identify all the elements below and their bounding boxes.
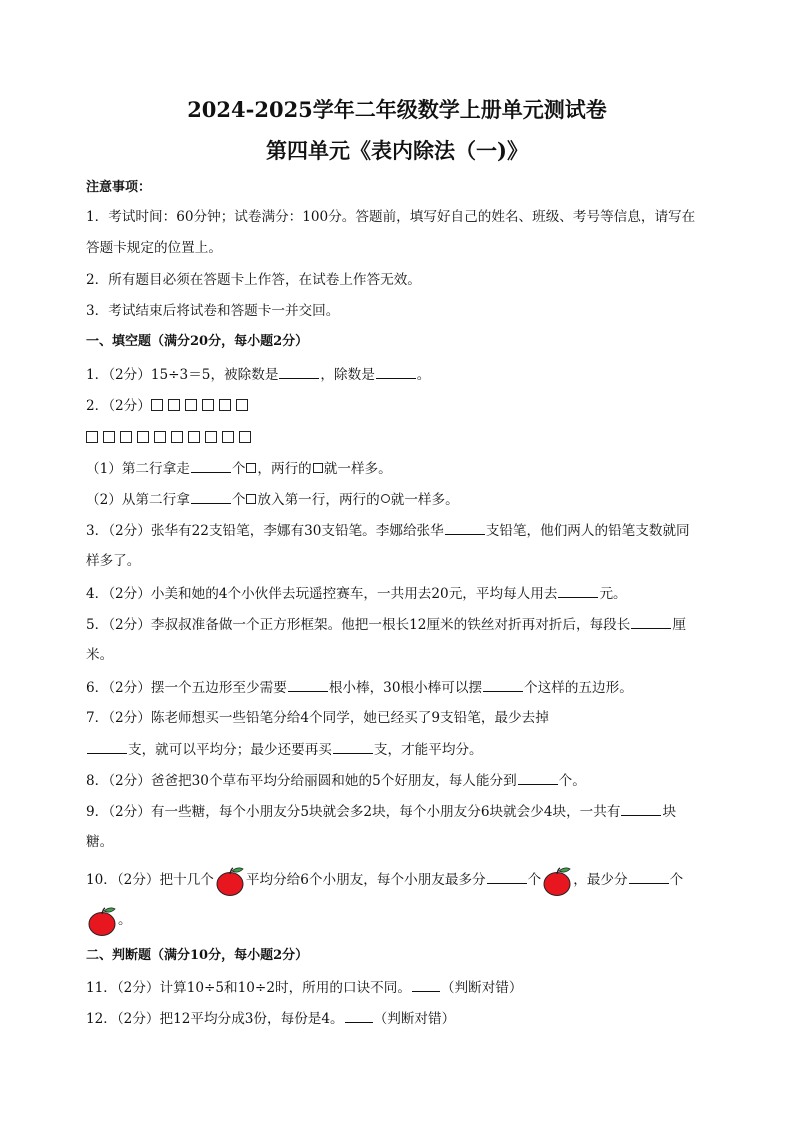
note-3: 3．考试结束后将试卷和答题卡一并交回。: [86, 303, 340, 319]
q10-text-4: ，最少分: [573, 872, 628, 888]
q1-text-2: ，除数是: [320, 367, 375, 383]
question-9: [86, 801, 710, 822]
notes-heading: 注意事项：: [86, 180, 152, 195]
square-icon: [246, 463, 256, 473]
note-1-cont: 答题卡规定的位置上。: [86, 240, 222, 256]
q10-text-5: 个: [669, 872, 684, 888]
question-7: 7．（2分）陈老师想买一些铅笔分给4个同学，她已经买了9支铅笔，最少去掉: [86, 710, 549, 726]
q3-text-2: 支铅笔，他们两人的铅笔支数就同: [485, 523, 690, 539]
square-row-2: [86, 430, 256, 446]
q12-text: 12．（2分）把12平均分成3份，每份是4。: [86, 1011, 344, 1027]
square-icon: [219, 399, 231, 411]
answer-blank[interactable]: [558, 583, 598, 598]
square-icon: [205, 431, 217, 443]
q7-text-3: 支，才能平均分。: [373, 742, 483, 758]
answer-blank[interactable]: [631, 614, 671, 629]
q4-text-2: 元。: [599, 586, 627, 602]
answer-blank[interactable]: [288, 677, 328, 692]
q4-text: 4．（2分）小美和她的4个小伙伴去玩遥控赛车，一共用去20元，平均每人用去: [86, 586, 558, 602]
answer-blank[interactable]: [345, 1008, 373, 1023]
q2-2-text-4: 就一样多。: [390, 492, 459, 508]
q9-text-2: 块: [662, 804, 677, 820]
q5-text: 5．（2分）李叔叔准备做一个正方形框架。他把一根长12厘米的铁丝对折再对折后，每段长: [86, 617, 631, 633]
answer-blank[interactable]: [412, 977, 440, 992]
question-2-1: [86, 458, 710, 479]
q3-text: 3．（2分）张华有22支铅笔，李娜有30支铅笔。李娜给张华: [86, 523, 444, 539]
q10-text-6: 。: [118, 912, 132, 928]
square-icon: [202, 399, 214, 411]
question-6: [86, 677, 710, 698]
question-7-cont: [86, 739, 710, 760]
q6-text-2: 根小棒，30根小棒可以摆: [328, 680, 483, 696]
q10-text: 10．（2分）把十几个: [86, 872, 214, 888]
question-3: [86, 520, 710, 541]
answer-blank[interactable]: [279, 364, 319, 379]
answer-blank[interactable]: [518, 770, 558, 785]
square-icon: [171, 431, 183, 443]
section-2-heading: 二、判断题（满分10分，每小题2分）: [86, 948, 309, 963]
q6-text-3: 个这样的五边形。: [524, 680, 633, 696]
answer-blank[interactable]: [376, 364, 416, 379]
answer-blank[interactable]: [621, 801, 661, 816]
question-5: [86, 614, 710, 635]
square-icon: [236, 399, 248, 411]
q7-text-2: 支，就可以平均分；最少还要再买: [128, 742, 332, 758]
answer-blank[interactable]: [487, 869, 527, 884]
square-icon: [239, 431, 251, 443]
apple-icon: [86, 905, 118, 937]
answer-blank[interactable]: [87, 739, 127, 754]
square-icon: [86, 431, 98, 443]
answer-blank[interactable]: [483, 677, 523, 692]
square-icon: [103, 431, 115, 443]
question-4: [86, 583, 710, 604]
apple-icon: [214, 865, 246, 897]
question-5-cont: 米。: [86, 647, 114, 663]
apple-icon: [541, 865, 573, 897]
q6-text: 6．（2分）摆一个五边形至少需要: [86, 680, 287, 696]
square-row-2-line: [86, 428, 710, 448]
unit-title: 第四单元《表内除法（一)》: [266, 138, 528, 163]
q12-text-2: （判断对错）: [373, 1011, 456, 1027]
q2-text: 2．（2分）: [86, 398, 151, 414]
q1-text-3: 。: [416, 367, 431, 383]
note-2: 2．所有题目必须在答题卡上作答，在试卷上作答无效。: [86, 272, 421, 288]
q11-text: 11．（2分）计算10÷5和10÷2时，所用的口诀不同。: [86, 980, 411, 996]
question-1: [86, 364, 710, 385]
q2-1-text: （1）第二行拿走: [86, 461, 190, 477]
square-icon: [137, 431, 149, 443]
question-3-cont: 样多了。: [86, 553, 141, 569]
q2-2-text-3: 放入第一行，两行的: [257, 492, 380, 508]
square-icon: [188, 431, 200, 443]
q2-2-text-2: 个: [231, 492, 246, 508]
question-2-2: [86, 489, 710, 510]
square-icon: [151, 399, 163, 411]
q1-text: 1．（2分）15÷3＝5，被除数是: [86, 367, 279, 383]
square-icon: [168, 399, 180, 411]
square-icon: [154, 431, 166, 443]
answer-blank[interactable]: [445, 520, 485, 535]
answer-blank[interactable]: [333, 739, 373, 754]
square-row-1: [151, 398, 253, 414]
q10-text-2: 平均分给6个小朋友，每个小朋友最多分: [245, 872, 486, 888]
q2-2-text: （2）从第二行拿: [86, 492, 190, 508]
square-icon: [313, 463, 323, 473]
section-1-heading: 一、填空题（满分20分，每小题2分）: [86, 334, 309, 349]
answer-blank[interactable]: [629, 869, 669, 884]
question-8: [86, 770, 710, 791]
q10-text-3: 个: [527, 872, 542, 888]
exam-title: 2024-2025学年二年级数学上册单元测试卷: [187, 97, 607, 122]
q2-1-text-2: 个: [231, 461, 246, 477]
answer-blank[interactable]: [191, 489, 231, 504]
q5-text-2: 厘: [672, 617, 686, 633]
question-11: [86, 977, 710, 998]
answer-blank[interactable]: [191, 458, 231, 473]
question-9-cont: 糖。: [86, 834, 114, 850]
q8-text-2: 个。: [558, 773, 586, 789]
q2-1-text-4: 就一样多。: [323, 461, 392, 477]
question-12: [86, 1008, 710, 1029]
q11-text-2: （判断对错）: [440, 980, 523, 996]
square-icon: [185, 399, 197, 411]
q8-text: 8．（2分）爸爸把30个草布平均分给丽圆和她的5个好朋友，每人能分到: [86, 773, 517, 789]
square-icon: [246, 494, 256, 504]
note-1: 1．考试时间：60分钟；试卷满分：100分。答题前，填写好自己的姓名、班级、考号等信息，请写在: [86, 209, 696, 225]
circle-icon: [381, 494, 390, 503]
square-icon: [120, 431, 132, 443]
question-2: [86, 396, 710, 416]
square-icon: [222, 431, 234, 443]
q2-1-text-3: ，两行的: [257, 461, 312, 477]
question-10-cont: [86, 904, 710, 937]
question-10: [86, 864, 710, 897]
q9-text: 9．（2分）有一些糖，每个小朋友分5块就会多2块，每个小朋友分6块就会少4块，一共有: [86, 804, 621, 820]
